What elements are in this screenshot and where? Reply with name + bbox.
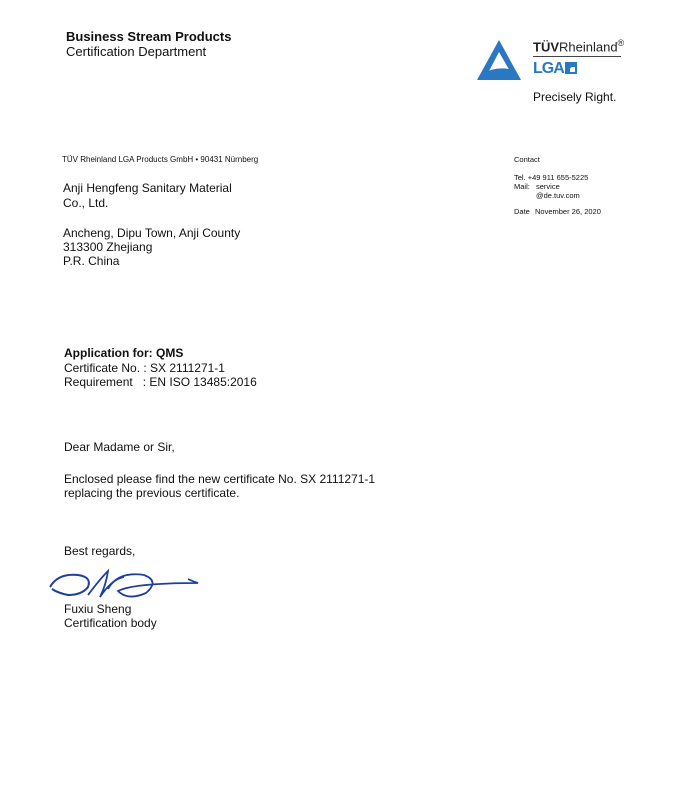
lga-text: LGA [533,60,564,77]
slogan: Precisely Right. [533,90,617,104]
registered-mark: ® [617,38,625,48]
tuv-rheinland-brand [533,38,624,54]
lga-square-icon [565,62,577,74]
body-line1: Enclosed please find the new certificate No. SX 2111271-1 [64,472,376,486]
body-line2: replacing the previous certificate. [64,486,240,500]
contact-mail-line2: @de.tuv.com [536,191,580,200]
department-subtitle: Certification Department [66,44,207,59]
tuv-triangle-logo-icon [474,38,524,82]
brand-rest: Rheinland [559,39,618,55]
contact-mail-label: Mail: [514,182,530,191]
closing: Best regards, [64,544,136,558]
department-title: Business Stream Products [66,29,232,44]
requirement: Requirement : EN ISO 13485:2016 [64,375,257,389]
signatory-name: Fuxiu Sheng [64,602,132,616]
contact-date-label: Date [514,207,530,216]
signatory-title: Certification body [64,616,157,630]
application-heading: Application for: QMS [64,346,184,360]
contact-mail-line1: service [536,182,560,191]
recipient-company-line1: Anji Hengfeng Sanitary Material [63,181,232,195]
contact-heading: Contact [514,155,540,164]
signature-icon [48,565,200,605]
recipient-address-line3: P.R. China [63,254,120,268]
lga-brand [533,60,577,78]
certificate-number: Certificate No. : SX 2111271-1 [64,361,225,375]
logo-divider [533,56,621,57]
recipient-address-line1: Ancheng, Dipu Town, Anji County [63,226,241,240]
recipient-address-line2: 313300 Zhejiang [63,240,153,254]
contact-tel: Tel. +49 911 655-5225 [514,173,589,182]
sender-line: TÜV Rheinland LGA Products GmbH • 90431 Nürnberg [62,155,259,164]
salutation: Dear Madame or Sir, [64,440,175,454]
brand-bold: TÜV [533,39,559,55]
recipient-company-line2: Co., Ltd. [63,196,109,210]
contact-date-value: November 26, 2020 [535,207,601,216]
